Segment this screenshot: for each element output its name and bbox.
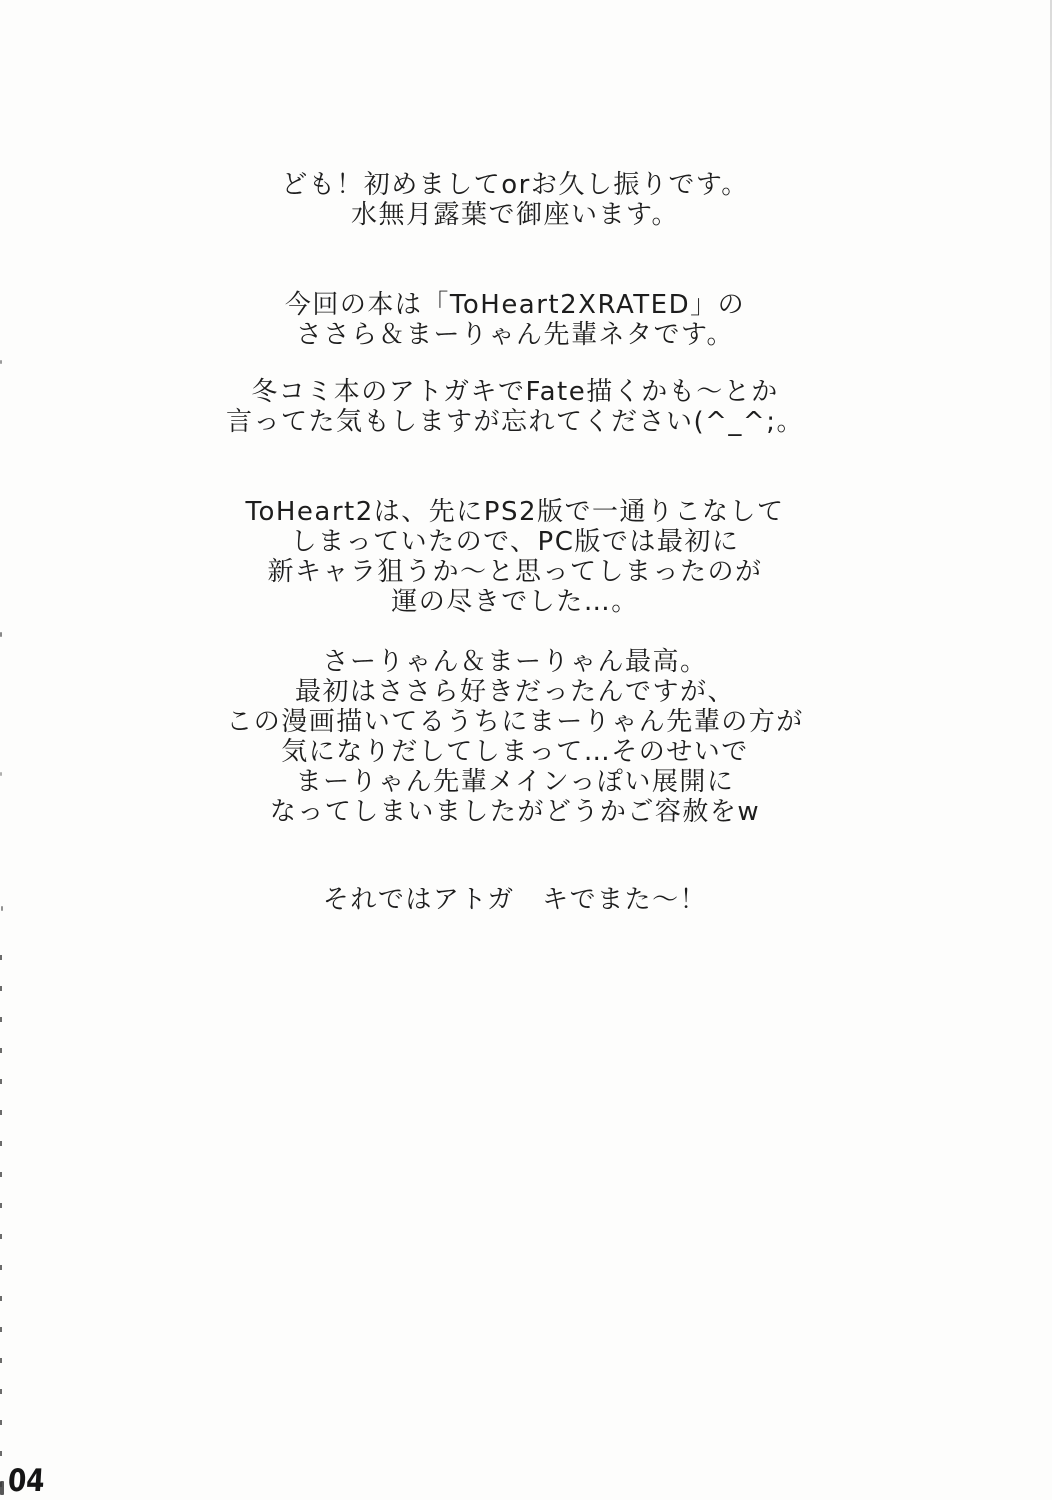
paragraph-toheart2-story <box>0 497 1030 617</box>
scan-speck <box>0 632 2 637</box>
text-line: しまっていたので、PC版では最初に <box>290 527 740 557</box>
scan-speck <box>0 360 2 364</box>
paragraph-greeting <box>0 170 1030 230</box>
text-line: 新キャラ狙うか～と思ってしまったのが <box>267 557 763 587</box>
paragraph-fate-note <box>0 377 1030 437</box>
text-line: この漫画描いてるうちにまーりゃん先輩の方が <box>226 707 804 737</box>
text-line: 最初はささら好きだったんですが、 <box>294 677 735 707</box>
text-line: ToHeart2は、先にPS2版で一通りこなして <box>245 497 785 527</box>
text-line: まーりゃん先輩メインっぽい展開に <box>295 767 735 797</box>
scan-speck-corner <box>0 1481 4 1495</box>
paragraph-book-intro <box>0 290 1030 350</box>
text-line: 運の尽きでした…。 <box>391 587 639 617</box>
text-line: なってしまいましたがどうかご容赦をw <box>269 797 761 827</box>
text-line: 冬コミ本のアトガキでFate描くかも～とか <box>251 377 779 407</box>
text-line: さーりゃん＆まーりゃん最高。 <box>322 647 708 677</box>
text-line: 水無月露葉で御座います。 <box>351 200 679 230</box>
scan-speck <box>1 906 3 911</box>
scan-speck <box>0 772 2 776</box>
text-line: 今回の本は「ToHeart2XRATED」の <box>284 290 746 320</box>
scan-artifact-left-edge <box>0 955 2 1495</box>
text-line: 言ってた気もしますが忘れてください(^_^;。 <box>226 407 804 437</box>
paragraph-characters <box>0 647 1030 827</box>
text-line: 気になりだしてしまって…そのせいで <box>281 737 749 767</box>
text-line: ども！初めましてorお久し振りです。 <box>281 170 749 200</box>
text-line: それではアトガ キでまた～！ <box>322 885 708 915</box>
text-line: ささら＆まーりゃん先輩ネタです。 <box>296 320 734 350</box>
page-number: 04 <box>6 1463 46 1499</box>
paragraph-closing <box>0 885 1030 915</box>
